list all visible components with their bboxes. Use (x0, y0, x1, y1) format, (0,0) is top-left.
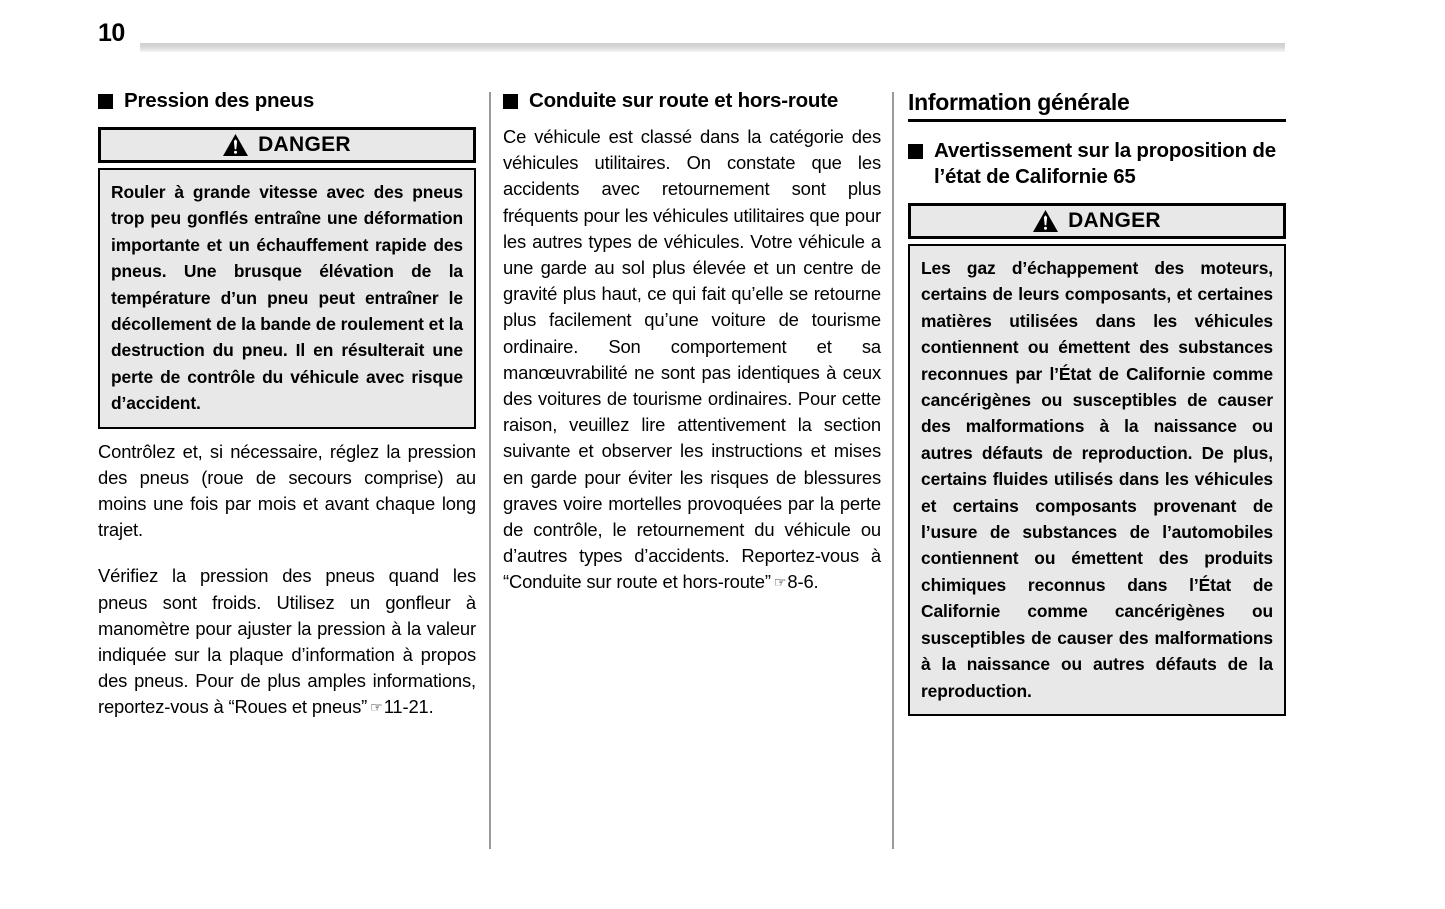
section-heading-label: Pression des pneus (124, 89, 315, 112)
paragraph-text: Vérifiez la pression des pneus quand les pneus sont froids. Utilisez un gonfleur à manomètre pour ajuster la pression à la valeur indiquée sur la plaque d’information à propos des pneus. Pour de plus amples informations, reportez-vous à “Roues et pneus” (98, 565, 476, 718)
column-tire-pressure (98, 88, 476, 721)
danger-label: DANGER (1068, 209, 1161, 232)
square-bullet-icon (908, 144, 923, 159)
column-on-off-road-driving (503, 88, 881, 596)
page-reference-suffix: . (813, 571, 819, 593)
warning-triangle-icon (223, 134, 248, 156)
danger-banner (98, 127, 476, 163)
page-number: 10 (98, 19, 125, 47)
danger-box-prop-65 (908, 203, 1286, 716)
section-heading-label: Avertissement sur la proposition de l’état de Californie 65 (934, 139, 1276, 188)
page-reference-target[interactable]: 11-21 (383, 696, 429, 718)
column-container (0, 88, 1445, 868)
page-header (0, 0, 1445, 70)
section-heading-label: Conduite sur route et hors-route (529, 89, 839, 112)
page-reference-target[interactable]: 8-6 (787, 571, 814, 593)
square-bullet-icon (503, 94, 518, 109)
warning-triangle-icon (1033, 210, 1058, 232)
section-heading-tire-pressure (98, 88, 476, 114)
square-bullet-icon (98, 94, 113, 109)
paragraph (503, 124, 881, 596)
page-title: Information générale (908, 88, 1286, 122)
header-rule (140, 43, 1285, 52)
column-general-information (908, 88, 1286, 716)
section-heading-prop-65 (908, 138, 1286, 190)
page-reference-icon: ☞ (370, 699, 383, 716)
page-reference-suffix: . (428, 696, 434, 718)
paragraph: Contrôlez et, si nécessaire, réglez la pression des pneus (roue de secours comprise) au moins une fois par mois et avant chaque long trajet. (98, 440, 476, 541)
paragraph (98, 563, 476, 720)
danger-body-text: Rouler à grande vitesse avec des pneus trop peu gonflés entraîne une déformation importante et un échauffement rapide des pneus. Une brusque élévation de la température d’un pneu peut entraîner le décollement de la bande de roulement et la destruction du pneu. Il en résulterait une perte de contrôle du véhicule avec risque d’accident. (98, 168, 476, 429)
page-reference-icon: ☞ (773, 574, 787, 591)
section-heading-on-off-road (503, 88, 881, 114)
column-divider-2 (892, 92, 894, 849)
danger-box-tire-pressure (98, 127, 476, 429)
danger-label: DANGER (258, 133, 351, 156)
danger-body-text: Les gaz d’échappement des moteurs, certains de leurs composants, et certaines matières utilisées dans les véhicules contiennent ou émettent des substances reconnues par l’État de Californie comme cancérigènes ou susceptibles de causer des malformations à la naissance ou autres défauts de reproduction. De plus, certains fluides utilisés dans les véhicules et certains composants provenant de l’usure de substances de l’automobiles contiennent ou émettent des produits chimiques reconnus dans l’État de Californie comme cancérigènes ou susceptibles de causer des malformations à la naissance ou autres défauts de la reproduction. (908, 244, 1286, 716)
column-divider-1 (489, 92, 491, 849)
paragraph-text: Ce véhicule est classé dans la catégorie des véhicules utilitaires. On constate que les accidents avec retournement sont plus fréquents pour les véhicules utilitaires que pour les autres types de véhicules. Votre véhicule a une garde au sol plus élevée et un centre de gravité plus haut, ce qui fait qu’elle se retourne plus facilement qu’une voiture de tourisme ordinaire. Son comportement et sa manœuvrabilité ne sont pas identiques à ceux des voitures de tourisme ordinaires. Pour cette raison, veuillez lire attentivement la section suivante et observer les instructions et mises en garde pour éviter les risques de blessures graves voire mortelles provoquées par la perte de contrôle, le retournement du véhicule ou d’autres types d’accidents. Reportez-vous à “Conduite sur route et hors-route” (503, 126, 881, 593)
danger-banner (908, 203, 1286, 239)
